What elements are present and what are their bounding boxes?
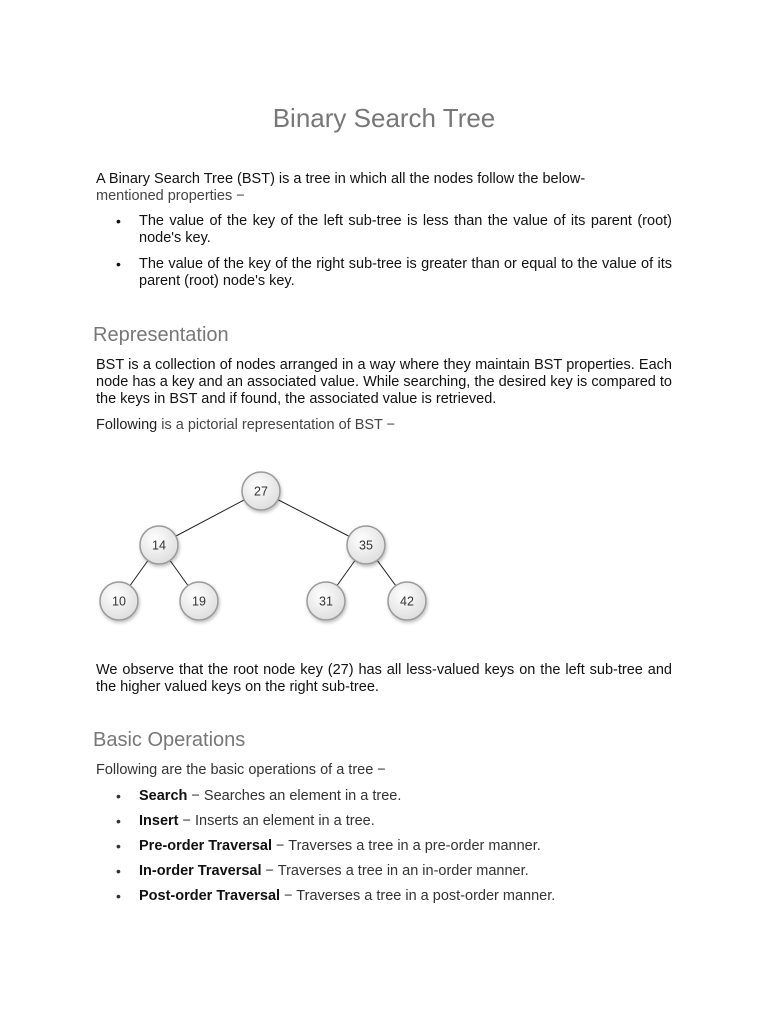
- operation-desc: − Traverses a tree in a pre-order manner.: [272, 838, 541, 854]
- list-item: • The value of the key of the right sub-tree is greater than or equal to the value of its parent (root) node's key.: [96, 256, 672, 290]
- operation-desc: − Searches an element in a tree.: [187, 788, 402, 804]
- tree-node-key: 42: [400, 594, 414, 609]
- operation-desc: − Traverses a tree in a post-order manner.: [280, 888, 556, 904]
- bst-diagram: [92, 466, 442, 626]
- operation-desc: − Traverses a tree in an in-order manner.: [261, 863, 529, 879]
- pictorial-intro: [96, 417, 672, 434]
- representation-heading: Representation: [93, 324, 229, 346]
- representation-paragraph: BST is a collection of nodes arranged in a way where they maintain BST properties. Each node has a key and an associated value. While searching, the desired key is compared to the keys in BST and if found, the associated value is retrieved.: [96, 357, 672, 407]
- tree-node-key: 35: [359, 538, 373, 553]
- operation-name: Search: [139, 788, 188, 804]
- intro-text-continued: mentioned properties −: [96, 188, 245, 204]
- bst-properties-list: [96, 213, 672, 299]
- tree-node-key: 19: [192, 594, 206, 609]
- operation-name: Insert: [139, 813, 179, 829]
- operation-item-search: [96, 788, 672, 805]
- operations-intro: Following are the basic operations of a tree −: [96, 762, 386, 778]
- operation-item-insert: [96, 813, 672, 830]
- pictorial-intro-rest: is a pictorial representation of BST −: [157, 417, 396, 433]
- observation-paragraph: We observe that the root node key (27) has all less-valued keys on the left sub-tree and the higher valued keys on the right sub-tree.: [96, 662, 672, 695]
- list-item: • The value of the key of the left sub-tree is less than the value of its parent (root) node's key.: [96, 213, 672, 247]
- pictorial-intro-lead: Following: [96, 417, 158, 433]
- tree-node-key: 27: [254, 484, 268, 499]
- operation-item-postorder: [96, 888, 672, 905]
- intro-paragraph: [96, 171, 672, 205]
- operation-name: In-order Traversal: [139, 863, 262, 879]
- operation-item-inorder: [96, 863, 672, 880]
- operation-desc: − Inserts an element in a tree.: [178, 813, 375, 829]
- tree-node-key: 14: [152, 538, 166, 553]
- tree-node-key: 10: [112, 594, 126, 609]
- operations-list: [96, 788, 672, 913]
- operation-name: Pre-order Traversal: [139, 838, 272, 854]
- tree-node-key: 31: [319, 594, 333, 609]
- operation-name: Post-order Traversal: [139, 888, 281, 904]
- intro-text: A Binary Search Tree (BST) is a tree in which all the nodes follow the below-: [96, 171, 586, 187]
- basic-operations-heading: Basic Operations: [93, 729, 246, 751]
- page-title: Binary Search Tree: [272, 103, 496, 134]
- operation-item-preorder: [96, 838, 672, 855]
